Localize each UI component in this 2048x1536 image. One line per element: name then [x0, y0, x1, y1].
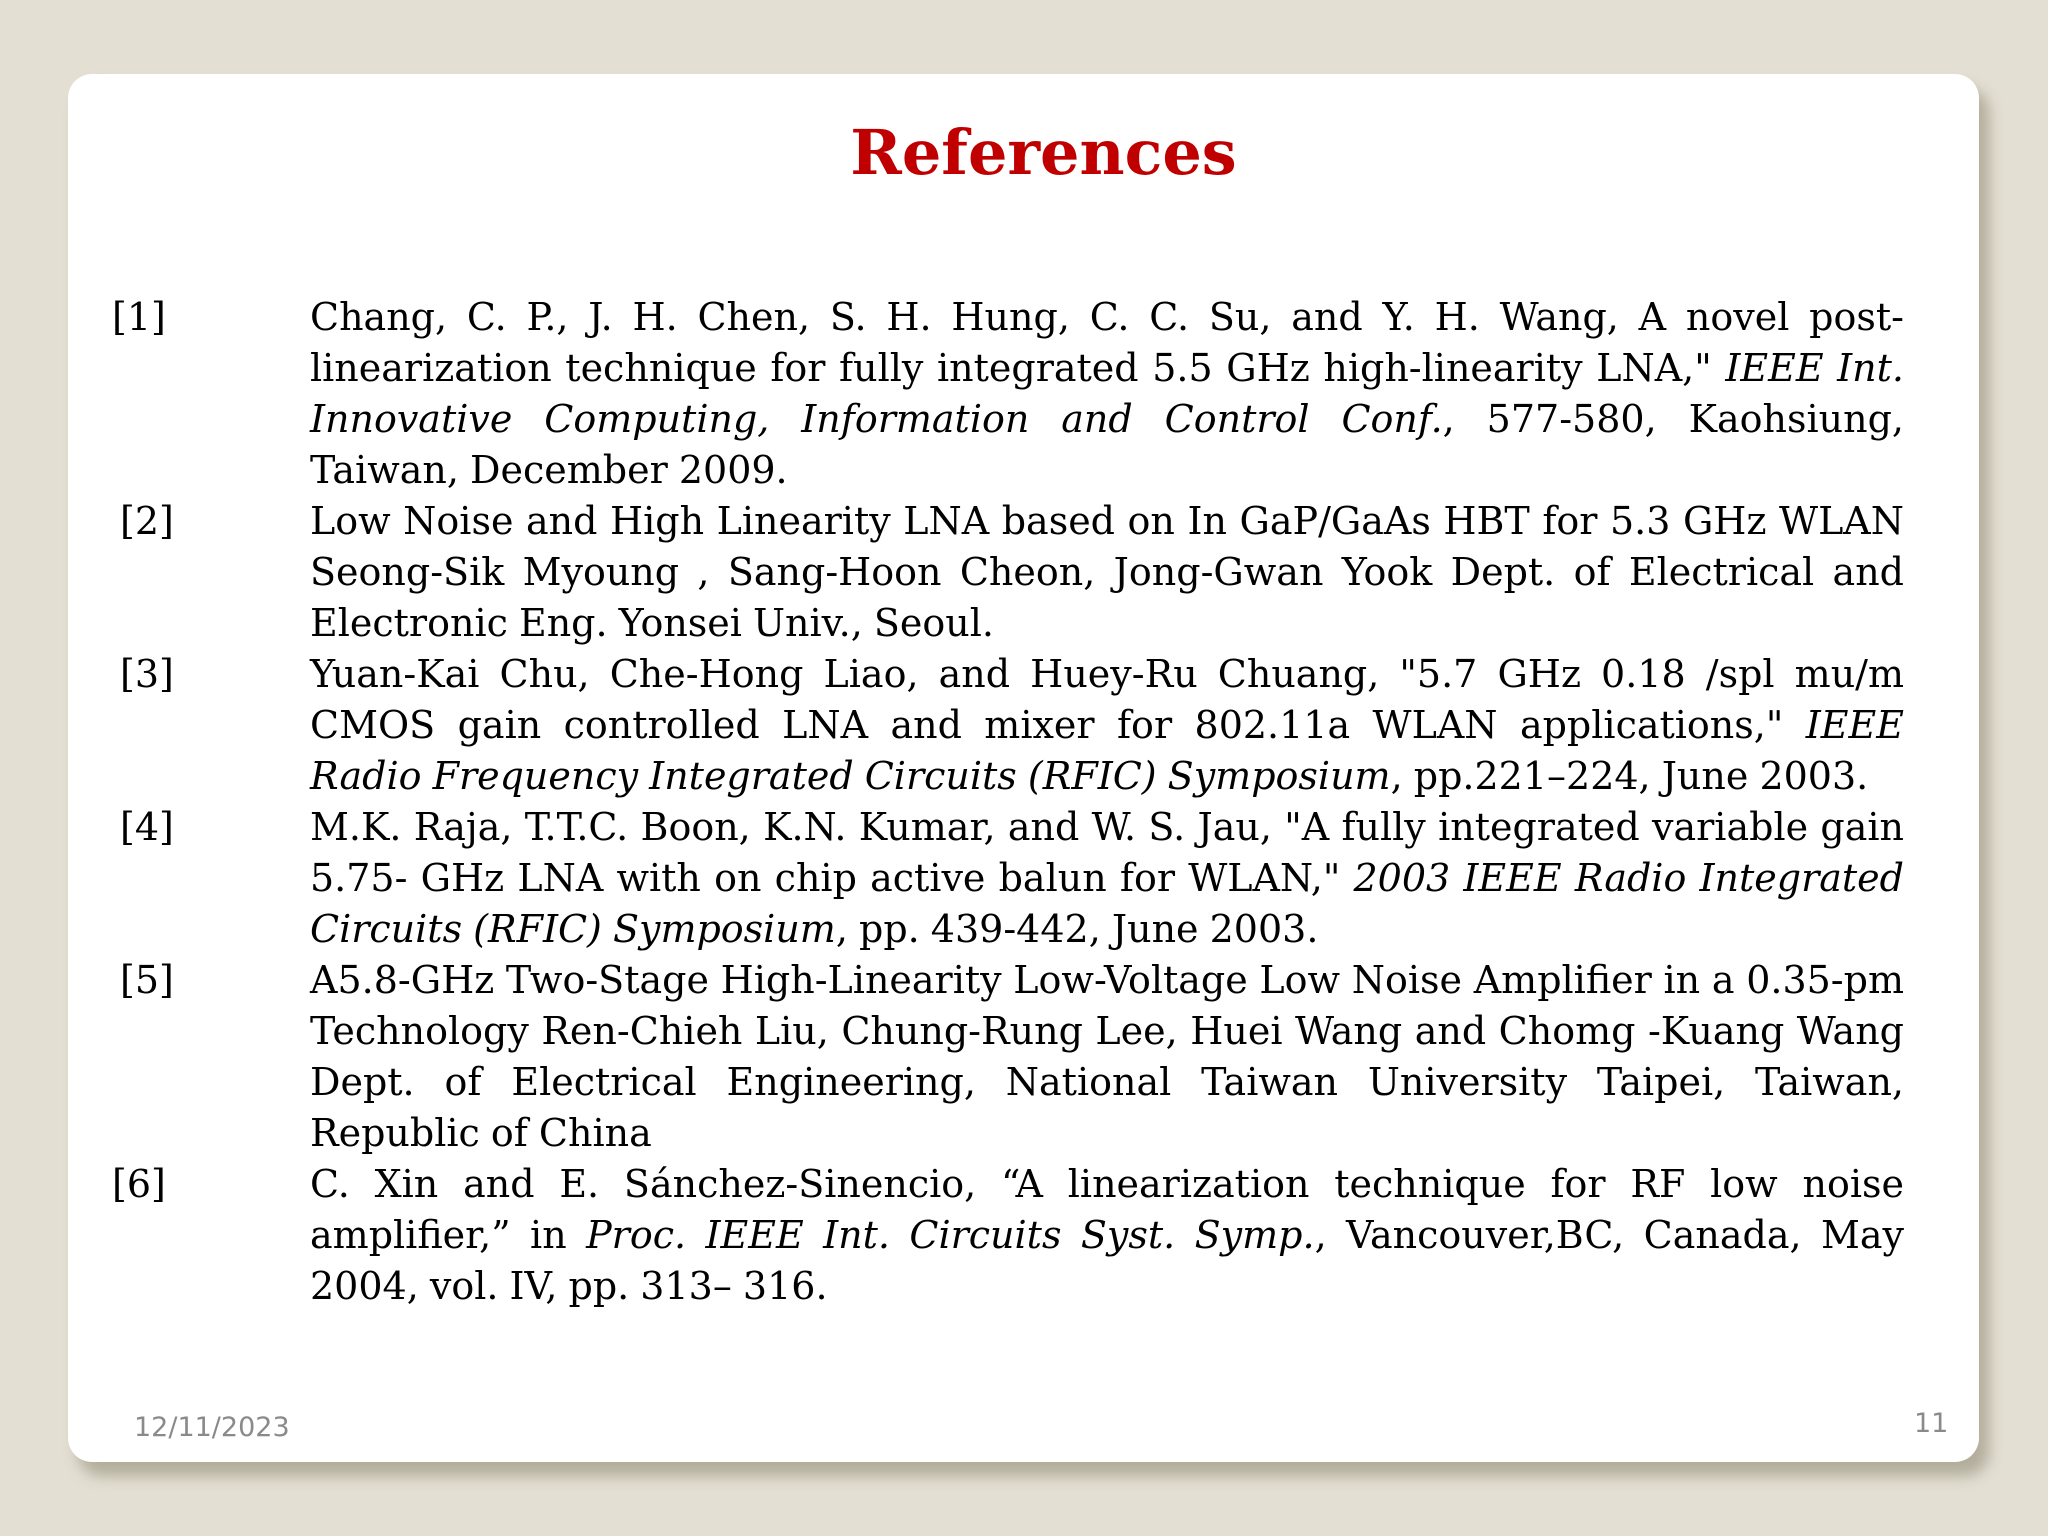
reference-number: [6] [112, 1162, 166, 1206]
reference-number: [5] [120, 958, 174, 1002]
reference-text: Yuan-Kai Chu, Che-Hong Liao, and Huey-Ru Chuang, "5.7 GHz 0.18 /spl mu/m CMOS gain controlled LNA and mixer for 802.11a WLAN applications," IEEE Radio Frequency Integrated Circuits (RFIC) Symposium, pp.221–224, June 2003. [310, 652, 1904, 798]
reference-item [112, 496, 1973, 649]
reference-number: [1] [112, 295, 166, 339]
slide-date: 12/11/2023 [134, 1412, 290, 1443]
reference-number: [4] [120, 805, 174, 849]
reference-item [112, 955, 1973, 1159]
reference-text: Low Noise and High Linearity LNA based on In GaP/GaAs HBT for 5.3 GHz WLAN Seong-Sik Myoung , Sang-Hoon Cheon, Jong-Gwan Yook Dept. of Electrical and Electronic Eng. Yonsei Univ., Seoul. [310, 499, 1904, 645]
reference-number: [3] [120, 652, 174, 696]
reference-text: C. Xin and E. Sánchez-Sinencio, “A linearization technique for RF low noise amplifier,” in Proc. IEEE Int. Circuits Syst. Symp., Vancouver,BC, Canada, May 2004, vol. IV, pp. 313– 316. [310, 1162, 1904, 1308]
reference-item [112, 802, 1973, 955]
slide [68, 74, 1979, 1462]
slide-page-number: 11 [1914, 1408, 1949, 1439]
slide-title: References [850, 116, 1237, 189]
reference-item [112, 1159, 1973, 1312]
reference-number: [2] [120, 499, 174, 543]
reference-item [112, 649, 1973, 802]
reference-list [112, 292, 1973, 1312]
reference-item [112, 292, 1973, 496]
reference-text: M.K. Raja, T.T.C. Boon, K.N. Kumar, and W. S. Jau, "A fully integrated variable gain 5.75- GHz LNA with on chip active balun for WLAN," 2003 IEEE Radio Integrated Circuits (RFIC) Symposium, pp. 439-442, June 2003. [310, 805, 1904, 951]
reference-text: Chang, C. P., J. H. Chen, S. H. Hung, C. C. Su, and Y. H. Wang, A novel post-linearization technique for fully integrated 5.5 GHz high-linearity LNA," IEEE Int. Innovative Computing, Information and Control Conf., 577-580, Kaohsiung, Taiwan, December 2009. [310, 295, 1904, 492]
reference-text: A5.8-GHz Two-Stage High-Linearity Low-Voltage Low Noise Amplifier in a 0.35-pm Technology Ren-Chieh Liu, Chung-Rung Lee, Huei Wang and Chomg -Kuang Wang Dept. of Electrical Engineering, National Taiwan University Taipei, Taiwan, Republic of China [310, 958, 1904, 1155]
